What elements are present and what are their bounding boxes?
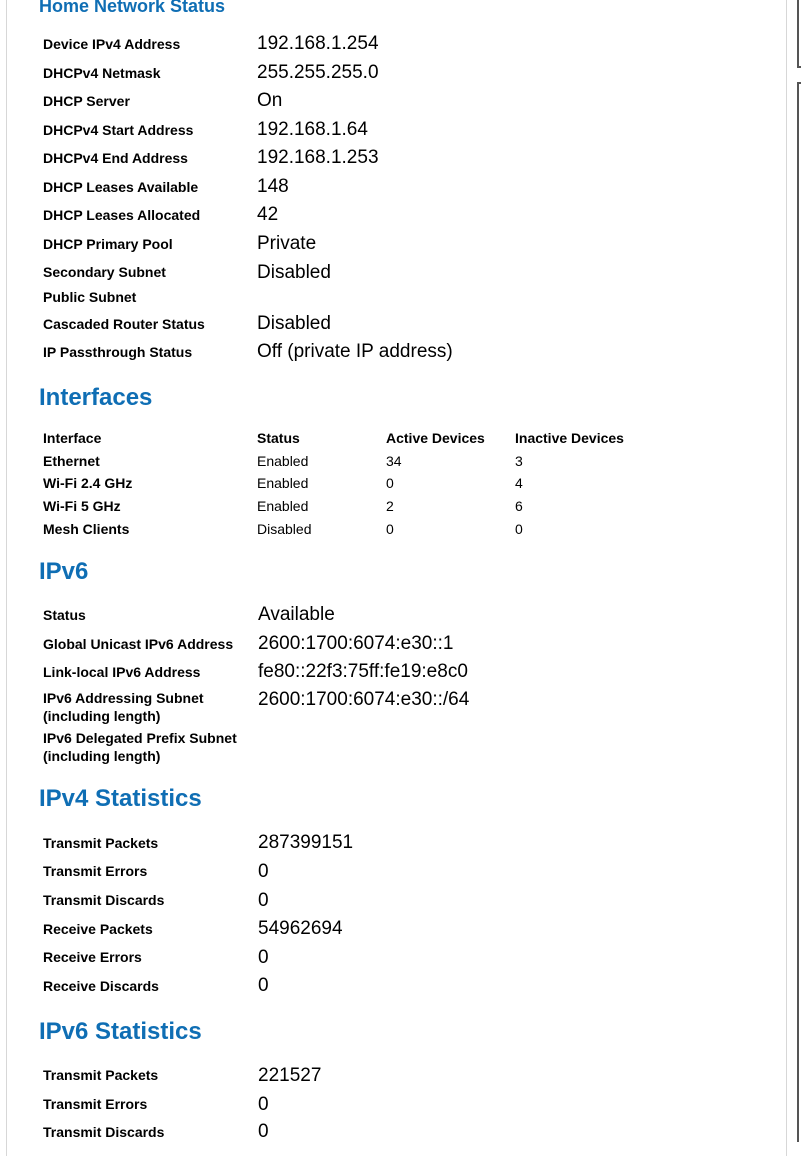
active-devices: 0 bbox=[386, 521, 394, 537]
row-label: Receive Discards bbox=[43, 978, 159, 994]
ipv6-statistics-title: IPv6 Statistics bbox=[39, 1018, 202, 1045]
row-label: DHCP Server bbox=[43, 93, 130, 109]
row-value: 0 bbox=[258, 947, 269, 968]
row-value: 0 bbox=[258, 890, 269, 911]
scrollbar-edge bbox=[797, 82, 799, 1142]
row-label: Cascaded Router Status bbox=[43, 316, 205, 332]
row-label: Transmit Discards bbox=[43, 892, 165, 908]
row-label: DHCPv4 Start Address bbox=[43, 122, 194, 138]
row-label: IPv6 Delegated Prefix Subnet bbox=[43, 730, 237, 746]
row-value: 192.168.1.254 bbox=[257, 33, 379, 54]
column-header-inactive-devices: Inactive Devices bbox=[515, 430, 624, 446]
row-label: Device IPv4 Address bbox=[43, 36, 181, 52]
row-value: 0 bbox=[258, 975, 269, 996]
row-label: DHCP Leases Allocated bbox=[43, 207, 201, 223]
interface-status: Enabled bbox=[257, 475, 309, 491]
row-value: 192.168.1.253 bbox=[257, 147, 379, 168]
home-network-title: Home Network Status bbox=[39, 0, 226, 16]
column-header-status: Status bbox=[257, 430, 300, 446]
interface-name: Ethernet bbox=[43, 453, 100, 469]
scrollbar-edge-top bbox=[797, 0, 799, 68]
row-label: DHCP Leases Available bbox=[43, 179, 199, 195]
inactive-devices: 3 bbox=[515, 453, 523, 469]
ipv6-title: IPv6 bbox=[39, 558, 89, 585]
row-value: Available bbox=[258, 604, 335, 625]
row-value: Private bbox=[257, 233, 317, 254]
active-devices: 34 bbox=[386, 453, 402, 469]
row-value: 0 bbox=[258, 1094, 269, 1115]
row-label: Transmit Packets bbox=[43, 1067, 159, 1083]
interfaces-title: Interfaces bbox=[39, 384, 153, 411]
row-label: Transmit Errors bbox=[43, 1096, 148, 1112]
row-value: 42 bbox=[257, 204, 279, 225]
row-label: Global Unicast IPv6 Address bbox=[43, 636, 234, 652]
row-value: 0 bbox=[258, 1121, 269, 1142]
row-label: DHCP Primary Pool bbox=[43, 236, 173, 252]
row-value: 54962694 bbox=[258, 918, 343, 939]
row-label: Transmit Packets bbox=[43, 835, 159, 851]
row-label: Receive Errors bbox=[43, 949, 142, 965]
row-label: DHCPv4 Netmask bbox=[43, 65, 161, 81]
row-value: 2600:1700:6074:e30::/64 bbox=[258, 689, 470, 710]
row-value: Off (private IP address) bbox=[257, 341, 453, 362]
row-label: Status bbox=[43, 607, 86, 623]
row-label: Receive Packets bbox=[43, 921, 153, 937]
row-label-sub: (including length) bbox=[43, 748, 161, 764]
interface-status: Disabled bbox=[257, 521, 312, 537]
row-value: 2600:1700:6074:e30::1 bbox=[258, 633, 454, 654]
active-devices: 2 bbox=[386, 498, 394, 514]
inactive-devices: 6 bbox=[515, 498, 523, 514]
row-label: Link-local IPv6 Address bbox=[43, 664, 201, 680]
column-header-interface: Interface bbox=[43, 430, 102, 446]
interface-status: Enabled bbox=[257, 498, 309, 514]
row-value: 192.168.1.64 bbox=[257, 119, 368, 140]
active-devices: 0 bbox=[386, 475, 394, 491]
row-value: Disabled bbox=[257, 313, 331, 334]
row-label: IPv6 Addressing Subnet bbox=[43, 690, 204, 706]
column-header-active-devices: Active Devices bbox=[386, 430, 485, 446]
inactive-devices: 4 bbox=[515, 475, 523, 491]
row-label: IP Passthrough Status bbox=[43, 344, 193, 360]
row-value: 221527 bbox=[258, 1065, 322, 1086]
interface-name: Wi-Fi 2.4 GHz bbox=[43, 475, 133, 491]
row-label: DHCPv4 End Address bbox=[43, 150, 188, 166]
scrollbar-edge-cap-top bbox=[797, 66, 801, 68]
interface-status: Enabled bbox=[257, 453, 309, 469]
row-value: 148 bbox=[257, 176, 289, 197]
row-label: Transmit Errors bbox=[43, 863, 148, 879]
ipv4-statistics-title: IPv4 Statistics bbox=[39, 785, 202, 812]
row-value: 255.255.255.0 bbox=[257, 62, 379, 83]
row-value: 0 bbox=[258, 861, 269, 882]
inactive-devices: 0 bbox=[515, 521, 523, 537]
row-value: fe80::22f3:75ff:fe19:e8c0 bbox=[258, 661, 468, 682]
interface-name: Wi-Fi 5 GHz bbox=[43, 498, 121, 514]
interface-name: Mesh Clients bbox=[43, 521, 130, 537]
row-label: Public Subnet bbox=[43, 289, 137, 305]
scrollbar-edge-cap bbox=[797, 82, 801, 84]
row-label: Secondary Subnet bbox=[43, 264, 166, 280]
row-label-sub: (including length) bbox=[43, 708, 161, 724]
row-label: Transmit Discards bbox=[43, 1124, 165, 1140]
row-value: 287399151 bbox=[258, 832, 354, 853]
row-value: Disabled bbox=[257, 262, 331, 283]
row-value: On bbox=[257, 90, 283, 111]
